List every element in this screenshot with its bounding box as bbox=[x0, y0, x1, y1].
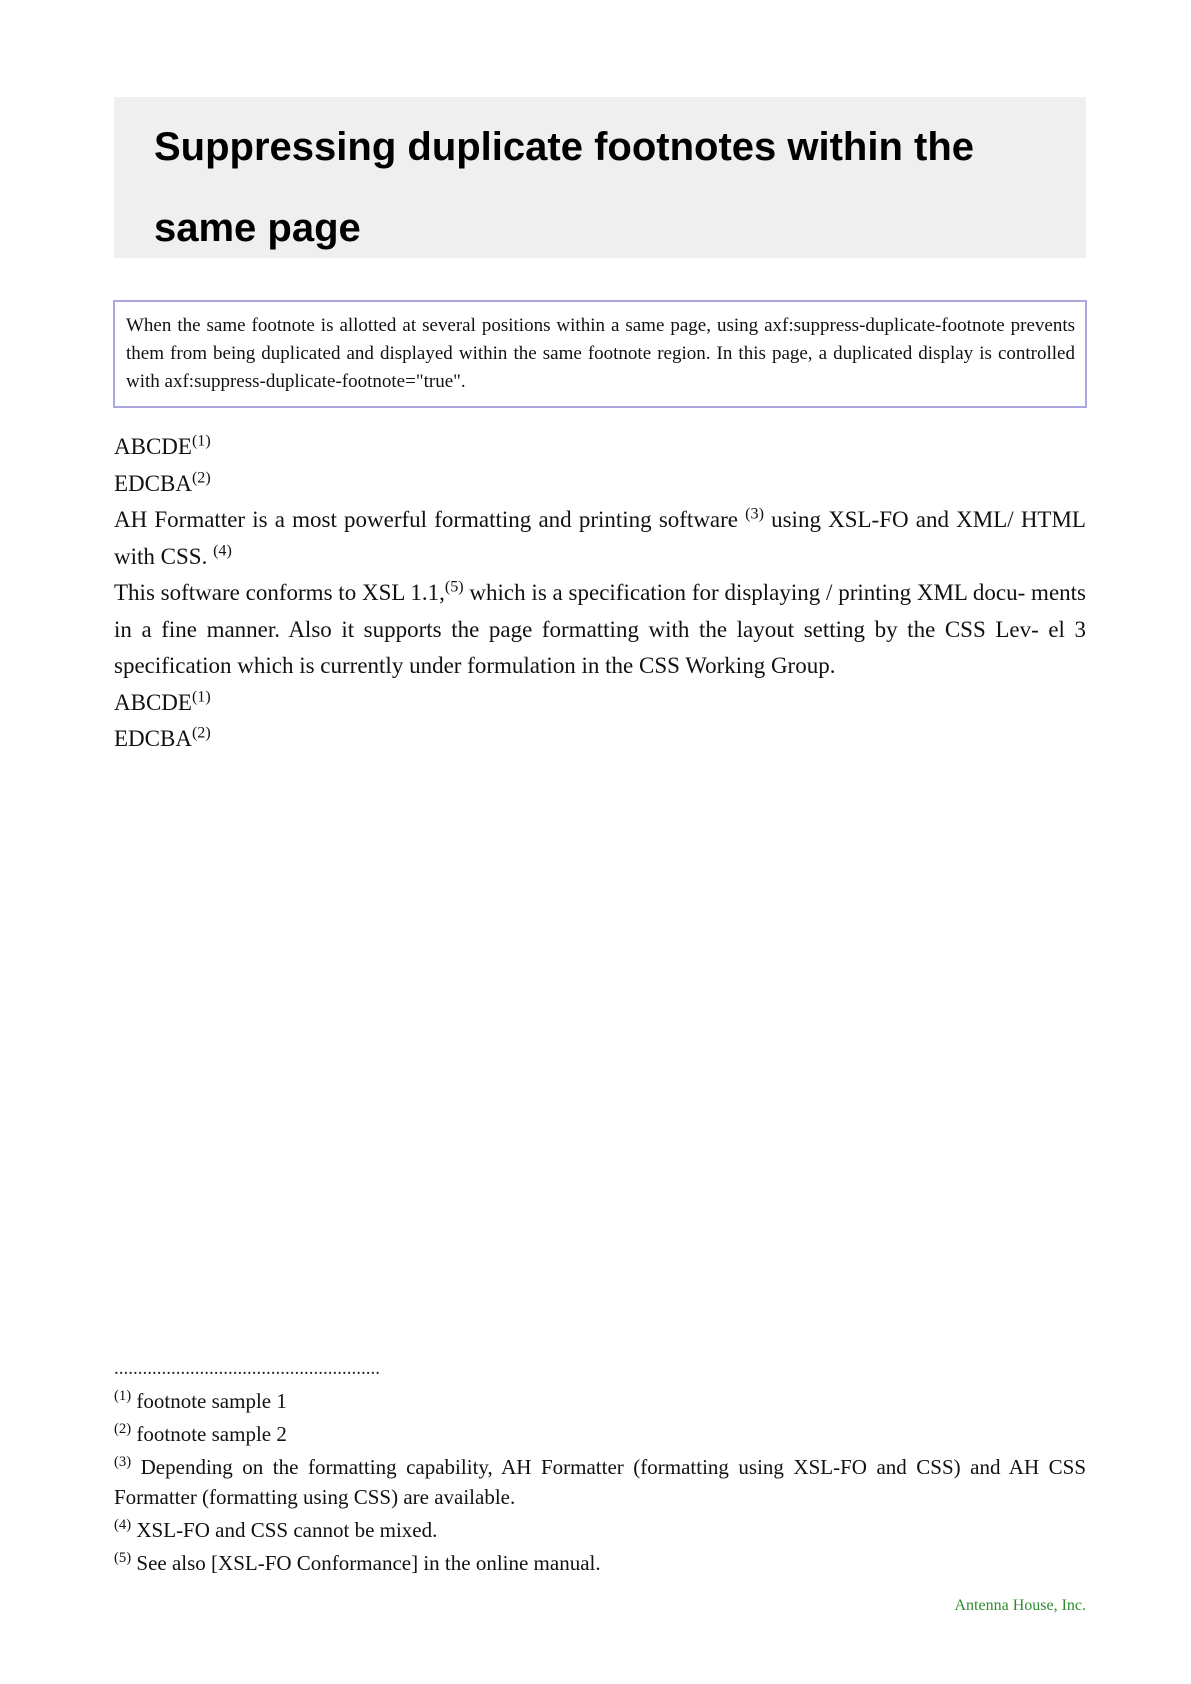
footnote-4: $^{(4)}$ XSL-FO and CSS cannot be mixed. bbox=[114, 1517, 438, 1542]
body-text bbox=[114, 429, 1086, 758]
footnote-ref[interactable]: (2) bbox=[191, 724, 211, 742]
footnote-ref[interactable]: (1) bbox=[191, 432, 211, 450]
footnote-ref[interactable]: (4) bbox=[213, 541, 232, 559]
body-line-abcde-2: ABCDE$^{(1)}$ bbox=[114, 687, 211, 715]
page-title: Suppressing duplicate footnotes within the same page bbox=[154, 125, 975, 250]
footnote-5: $^{(5)}$ See also [XSL-FO Conformance] in the online manual. bbox=[114, 1550, 601, 1575]
footnote-ref[interactable]: (3) bbox=[745, 505, 764, 523]
footnote-ref[interactable]: (1) bbox=[191, 687, 211, 705]
footnote-1: $^{(1)}$ footnote sample 1 bbox=[114, 1388, 287, 1413]
paragraph-ah-formatter: AH Formatter is a most powerful formatting and printing software $^{(3)}$ using XSL-FO and XML/ HTML with CSS. $^{(4)}$ bbox=[114, 505, 1086, 569]
paragraph-xsl-conformance: This software conforms to XSL 1.1,$^{(5)}$ which is a specification for displaying / printing XML docu- ments in a fine manner. Also it supports the page formatting with the layout setting by the CSS Lev- el 3 specification which is currently under formulation in the CSS Working Group. bbox=[114, 578, 1086, 678]
footnote-ref[interactable]: (2) bbox=[191, 468, 211, 486]
body-line-edcba-1: EDCBA$^{(2)}$ bbox=[114, 468, 211, 496]
body-line-edcba-2: EDCBA$^{(2)}$ bbox=[114, 724, 211, 751]
footnote-3: $^{(3)}$ Depending on the formatting capability, AH Formatter (formatting using XSL-FO and CSS) and AH CSS Formatter (formatting using CSS) are available. bbox=[114, 1454, 1086, 1509]
footer-company: Antenna House, Inc. bbox=[954, 1597, 1086, 1614]
footnote-ref[interactable]: (5) bbox=[444, 578, 464, 596]
note-box: When the same footnote is allotted at several positions within a same page, using axf:suppress-duplicate-footnote prevents them from being duplicated and displayed within the same footnote region. In this page, a duplicated display is controlled with axf:suppress-duplicate-footnote="true". bbox=[113, 300, 1087, 408]
footnote-2: $^{(2)}$ footnote sample 2 bbox=[114, 1421, 287, 1446]
footnote-region bbox=[114, 1386, 1086, 1581]
body-line-abcde-1: ABCDE$^{(1)}$ bbox=[114, 432, 211, 459]
footnote-separator: ........................................................ bbox=[114, 1358, 380, 1379]
title-box bbox=[114, 97, 1086, 258]
